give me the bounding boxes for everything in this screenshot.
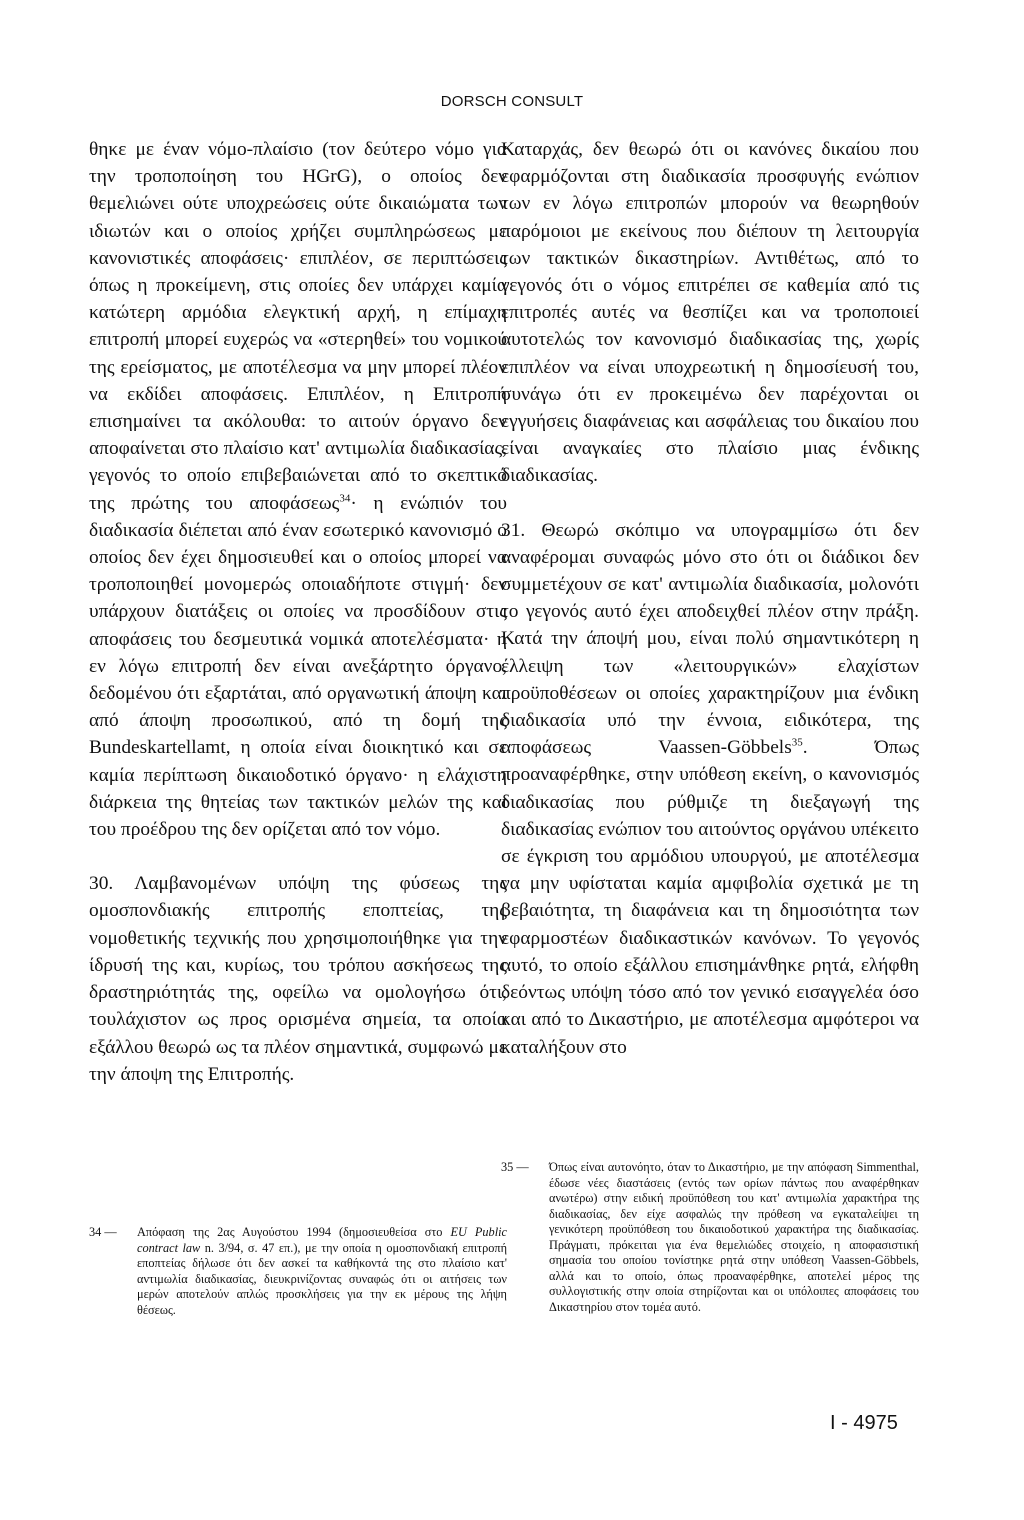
page-number: I - 4975 [830,1412,898,1434]
paragraph-continued-right: Καταρχάς, δεν θεωρώ ότι οι κανόνες δικαίου που εφαρμόζονται στη διαδικασία προσφυγής ενώπιον των εν λόγω επιτροπών μπορούν να θεωρηθούν παρόμοιοι με εκείνους που διέπουν τη λειτουργία των τακτικών δικαστηρίων. Αντιθέτως, από το γεγονός ότι ο νόμος επιτρέπει σε καθεμία από τις επιτροπές αυτές να θεσπίζει και να τροποποιεί αυτοτελώς τον κανονισμό διαδικασίας της, χωρίς επιπλέον να είναι υποχρεωτική η δημοσίευσή του, συνάγω ότι εν προκειμένω δεν παρέχονται οι εγγυήσεις διαφάνειας και ασφάλειας του δικαίου που είναι αναγκαίες στο πλαίσιο μιας ένδικης διαδικασίας. [501,139,919,487]
paragraph-31: 31. Θεωρώ σκόπιμο να υπογραμμίσω ότι δεν αναφέρομαι συναφώς μόνο στο ότι οι διάδικοι δεν συμμετέχουν σε κατ' αντιμωλία διαδικασία, μολονότι το γεγονός αυτό έχει αποδειχθεί πλέον στην πράξη. Κατά την άποψή μου, είναι πολύ σημαντικότερη η έλλειψη των «λειτουργικών» ελαχίστων προϋποθέσεων οι οποίες χαρακτηρίζουν μια ένδικη διαδικασία υπό την έννοια, ειδικότερα, της αποφάσεως Vaassen-Göbbels$^{35}$. Όπως προαναφέρθηκε, στην υπόθεση εκείνη, ο κανονισμός διαδικασίας που ρύθμιζε τη διεξαγωγή της διαδικασίας ενώπιον του αιτούντος οργάνου υπέκειτο σε έγκριση του αρμόδιου υπουργού, με αποτέλεσμα να μην υφίσταται καμία αμφιβολία σχετικά με τη βεβαιότητα, τη διαφάνεια και τη δημοσιότητα των εφαρμοστέων διαδικαστικών κανόνων. Το γεγονός αυτό, το οποίο εξάλλου επισημάνθηκε ρητά, ελήφθη δεόντως υπόψη τόσο από τον γενικό εισαγγελέα όσο και από το Δικαστήριο, με αποτέλεσμα αμφότεροι να καταλήξουν στο [501,519,919,1058]
footnote-ref-35[interactable]: 35 [791,736,803,749]
footnote-35 [501,1160,919,1315]
footnote-number: 35 — [501,1160,529,1174]
footnote-number: 34 — [89,1225,117,1239]
left-column [89,136,507,1088]
footnote-text: Όπως είναι αυτονόητο, όταν το Δικαστήριο, με την απόφαση Simmenthal, έδωσε νέες διαστάσεις (εντός των ορίων πάντως που αναφέρθηκαν ανωτέρω) στην ειδική προϋπόθεση του κατ' αντιμωλία χαρακτήρα της διαδικασίας, δεν είχε ασφαλώς την πρόθεση να εγκαταλείψει τη γενικότερη προϋπόθεση του δικαιοδοτικού χαρακτήρα της διαδικασίας. Πράγματι, πρόκειται για ένα θεμελιώδες στοιχείο, η αποφασιστική σημασία του οποίου τονίστηκε ρητά στην υπόθεση Vaassen-Göbbels, αλλά και το οποίο, όπως προαναφέρθηκε, αποτελεί μέρος της συλλογιστικής στην οποία στηρίζονται και οι υπόλοιπες αποφάσεις του Δικαστηρίου στον τομέα αυτό. [549,1160,919,1314]
footnote-ref-34[interactable]: 34 [339,492,351,505]
running-header: DORSCH CONSULT [440,93,584,110]
paragraph-30: 30. Λαμβανομένων υπόψη της φύσεως της ομοσπονδιακής επιτροπής εποπτείας, της νομοθετικής τεχνικής που χρησιμοποιήθηκε για την ίδρυσή της και, κυρίως, του τρόπου ασκήσεως της δραστηριότητάς της, οφείλω να ομολογήσω ότι, τουλάχιστον ως προς ορισμένα σημεία, τα οποία εξάλλου θεωρώ ως τα πλέον σημαντικά, συμφωνώ με την άποψη της Επιτροπής. [89,873,507,1085]
footnote-text: Απόφαση της 2ας Αυγούστου 1994 (δημοσιευθείσα στο EU Public contract law n. 3/94, σ. 47 επ.), με την οποία η ομοσπονδιακή επιτροπή εποπτείας δήλωσε ότι δεν ασκεί τα καθήκοντά της στο πλαίσιο κατ' αντιμωλία διαδικασίας, διευκρινίζοντας συναφώς ότι οι αιτήσεις των μερών αποτελούν απλώς προσκλήσεις για την εκ μέρους της λήψη θέσεως. [137,1225,507,1317]
footnote-34 [89,1225,507,1318]
paragraph-continued: θηκε με έναν νόμο-πλαίσιο (τον δεύτερο νόμο για την τροποποίηση του HGrG), ο οποίος δεν θεμελιώνει ούτε υποχρεώσεις ούτε δικαιώματα των ιδιωτών και ο οποίος χρήζει συμπληρώσεως με κανονιστικές αποφάσεις· επιπλέον, σε περιπτώσεις όπως η προκείμενη, στις οποίες δεν υπάρχει καμία κατώτερη αρμόδια ελεγκτική αρχή, η επίμαχη επιτροπή μπορεί ευχερώς να «στερηθεί» του νομικού της ερείσματος, με αποτέλεσμα να μην μπορεί πλέον να εκδίδει αποφάσεις. Επιπλέον, η Επιτροπή επισημαίνει τα ακόλουθα: το αιτούν όργανο δεν αποφαίνεται στο πλαίσιο κατ' αντιμωλία διαδικασίας, γεγονός το οποίο επιβεβαιώνεται από το σκεπτικό της πρώτης του αποφάσεως$^{34}$· η ενώπιόν του διαδικασία διέπεται από έναν εσωτερικό κανονισμό ο οποίος δεν έχει δημοσιευθεί και ο οποίος μπορεί να τροποποιηθεί μονομερώς οποιαδήποτε στιγμή· δεν υπάρχουν διατάξεις οι οποίες να προσδίδουν στις αποφάσεις του δεσμευτικά νομικά αποτελέσματα· η εν λόγω επιτροπή δεν είναι ανεξάρτητο όργανο, δεδομένου ότι εξαρτάται, από οργανωτική άποψη και από άποψη προσωπικού, από τη δομή της Bundeskartellamt, η οποία είναι διοικητικό και σε καμία περίπτωση δικαιοδοτικό όργανο· η ελάχιστη διάρκεια της θητείας των τακτικών μελών της και του προέδρου της δεν ορίζεται από τον νόμο. [89,139,507,841]
right-column [501,136,919,1061]
